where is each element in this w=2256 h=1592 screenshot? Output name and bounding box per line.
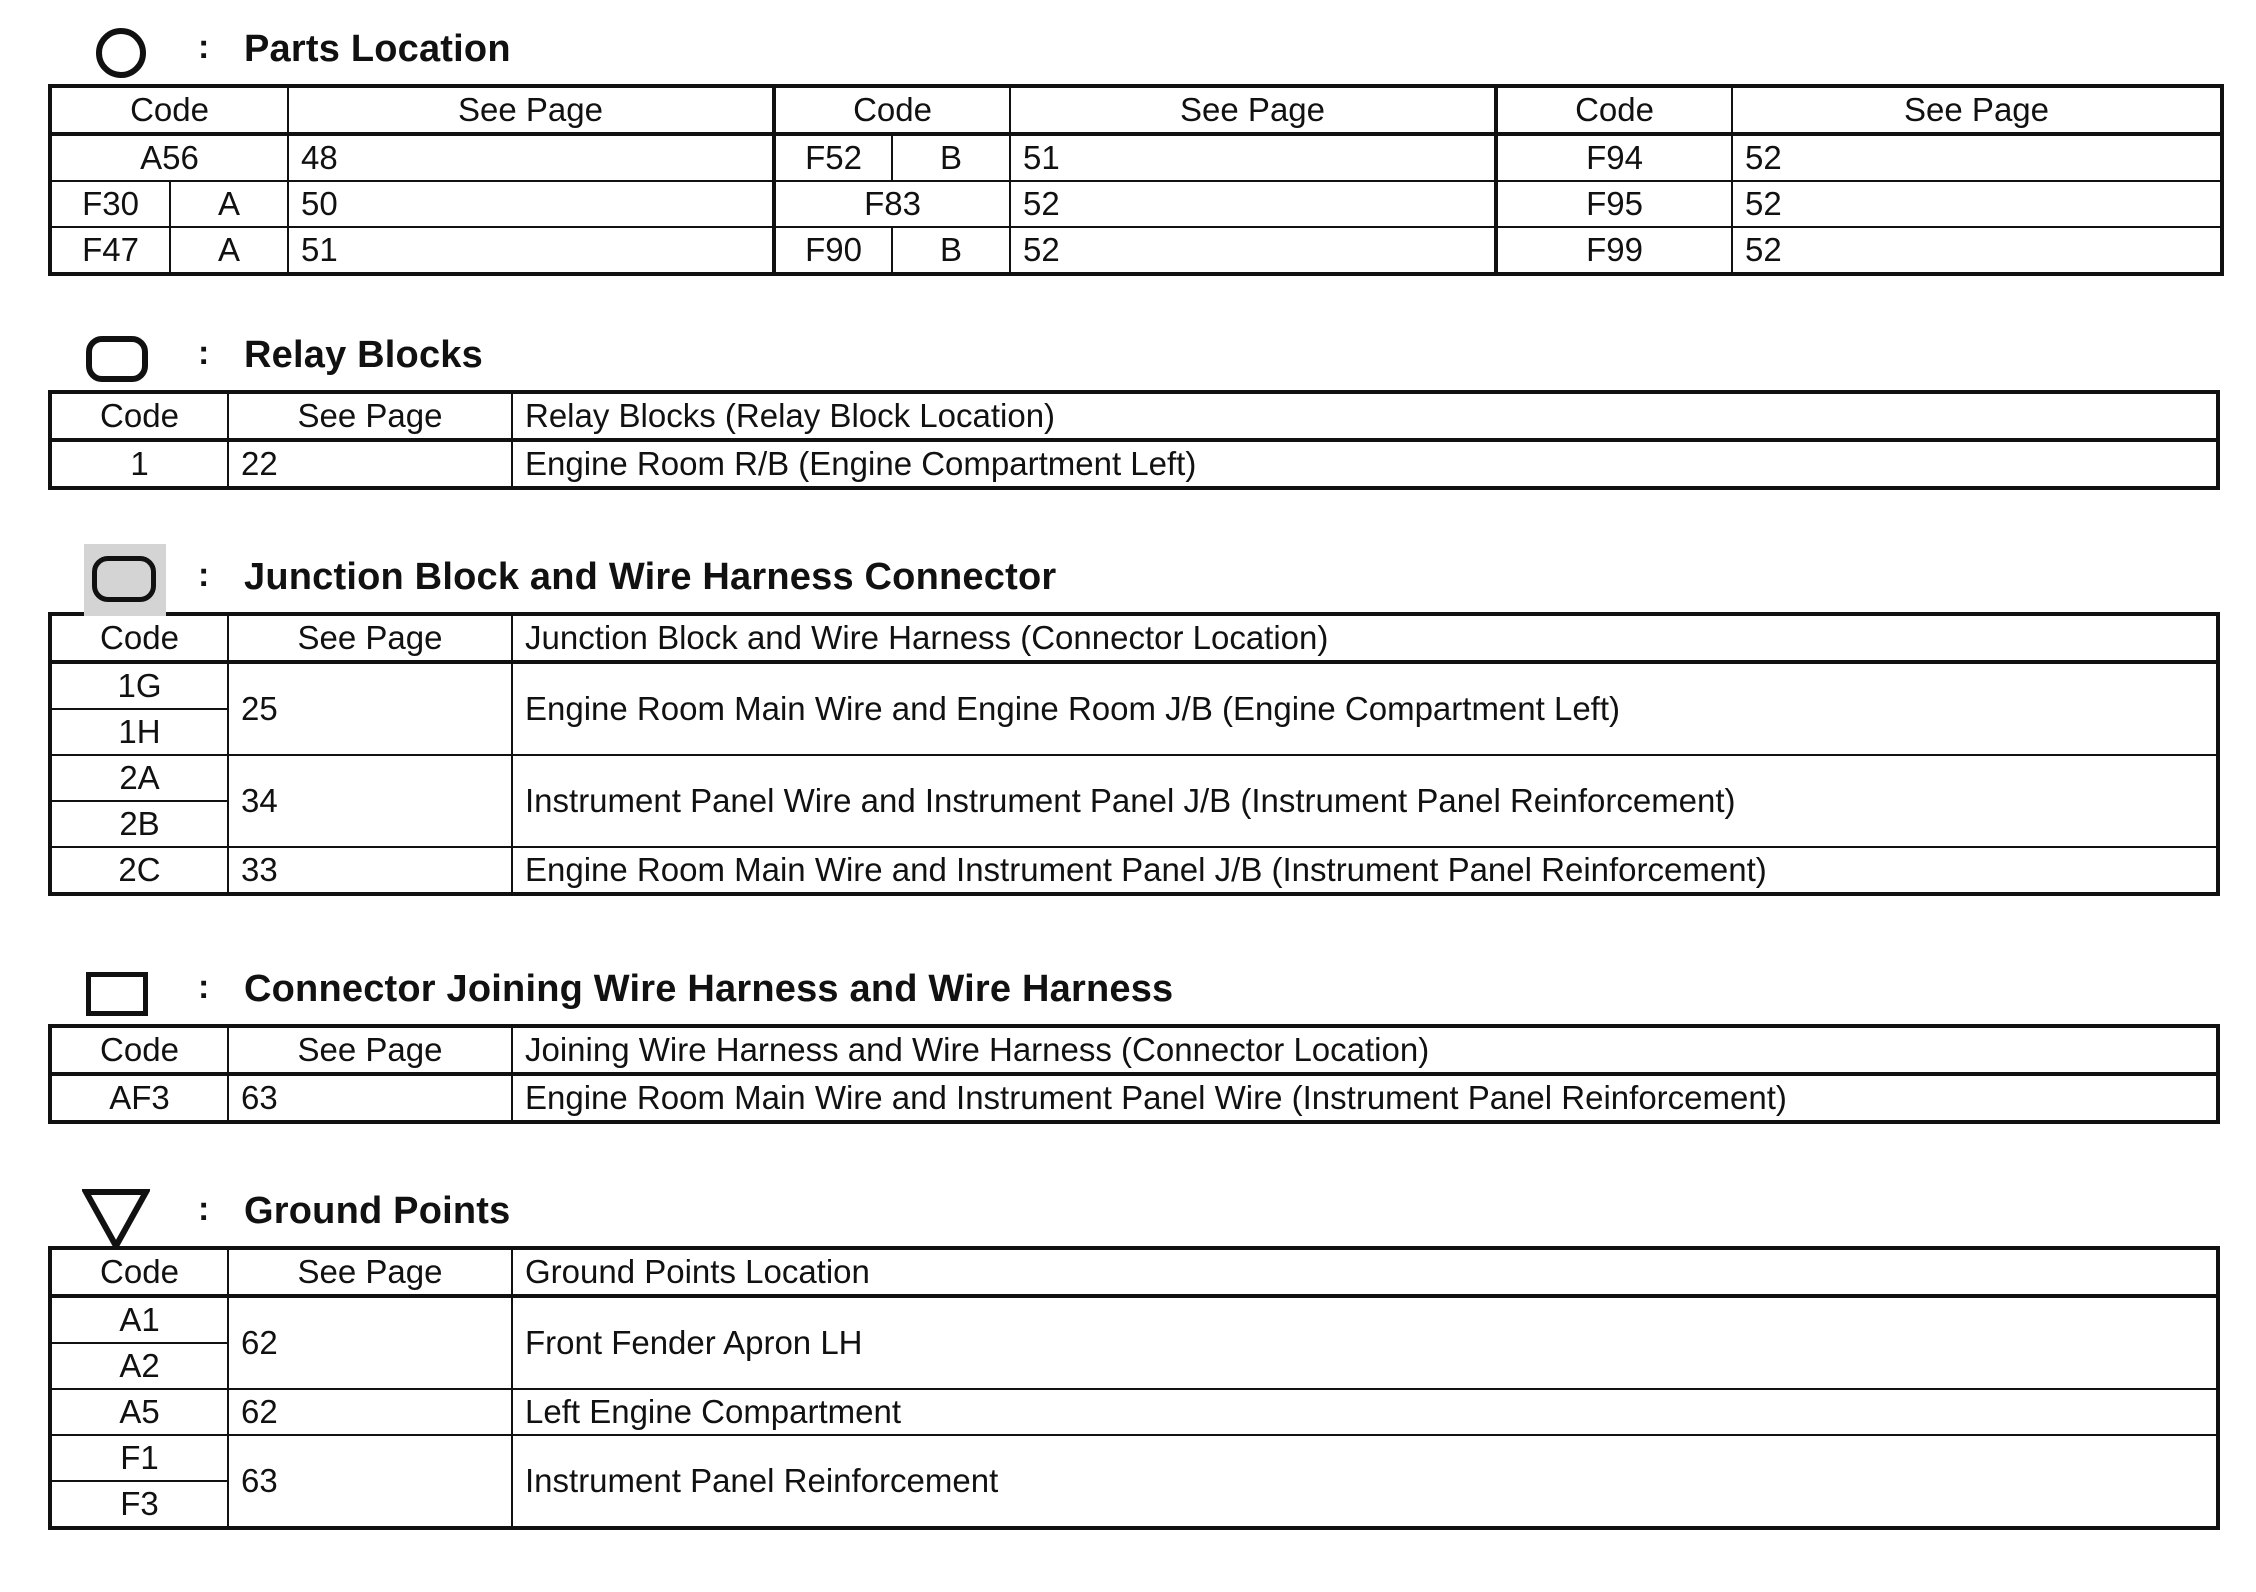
section-header <box>48 548 2220 612</box>
code-cell: 2A <box>50 755 228 801</box>
section-title: Connector Joining Wire Harness and Wire Harness <box>244 968 1174 1010</box>
section-colon: : <box>198 334 210 372</box>
table-header-row <box>50 86 2222 134</box>
part-page: 52 <box>1732 227 2222 274</box>
header-see-page: See Page <box>228 614 512 662</box>
page-cell: 25 <box>228 662 512 755</box>
connector-joining-section <box>48 960 2220 1124</box>
table-row <box>50 1389 2218 1435</box>
relay-blocks-section <box>48 326 2220 490</box>
table-row <box>50 847 2218 894</box>
part-page: 48 <box>288 134 774 181</box>
header-see-page: See Page <box>228 1026 512 1074</box>
ground-points-table <box>48 1246 2220 1530</box>
parts-location-section <box>48 20 2220 276</box>
section-header <box>48 326 2220 390</box>
header-code: Code <box>50 1248 228 1296</box>
page-cell: 62 <box>228 1389 512 1435</box>
table-header-row <box>50 1026 2218 1074</box>
rectangle-icon <box>86 972 148 1016</box>
part-code: F52 <box>774 134 892 181</box>
description-cell: Engine Room R/B (Engine Compartment Left) <box>512 440 2218 488</box>
header-code: Code <box>1496 86 1732 134</box>
section-colon: : <box>198 968 210 1006</box>
part-code: A56 <box>50 134 288 181</box>
page-cell: 33 <box>228 847 512 894</box>
part-sub-code: B <box>892 227 1010 274</box>
description-cell: Engine Room Main Wire and Engine Room J/B (Engine Compartment Left) <box>512 662 2218 755</box>
code-cell: AF3 <box>50 1074 228 1122</box>
code-cell: F1 <box>50 1435 228 1481</box>
section-header <box>48 20 2220 84</box>
section-title: Parts Location <box>244 28 511 70</box>
header-see-page: See Page <box>1732 86 2222 134</box>
code-cell: 1G <box>50 662 228 709</box>
part-sub-code: A <box>170 181 288 227</box>
description-cell: Instrument Panel Reinforcement <box>512 1435 2218 1528</box>
header-code: Code <box>774 86 1010 134</box>
table-row <box>50 181 2222 227</box>
section-header <box>48 960 2220 1024</box>
code-cell: A2 <box>50 1343 228 1389</box>
section-title: Ground Points <box>244 1190 511 1232</box>
table-header-row <box>50 392 2218 440</box>
section-title: Relay Blocks <box>244 334 483 376</box>
table-row <box>50 1435 2218 1481</box>
part-page: 52 <box>1010 227 1496 274</box>
part-page: 52 <box>1010 181 1496 227</box>
part-code: F83 <box>774 181 1010 227</box>
header-description: Relay Blocks (Relay Block Location) <box>512 392 2218 440</box>
section-header <box>48 1182 2220 1246</box>
part-code: F47 <box>50 227 170 274</box>
code-cell: 1 <box>50 440 228 488</box>
header-code: Code <box>50 614 228 662</box>
header-code: Code <box>50 392 228 440</box>
code-cell: A1 <box>50 1296 228 1343</box>
code-cell: A5 <box>50 1389 228 1435</box>
header-code: Code <box>50 86 288 134</box>
part-code: F95 <box>1496 181 1732 227</box>
section-colon: : <box>198 556 210 594</box>
table-row <box>50 1296 2218 1343</box>
code-cell: 2C <box>50 847 228 894</box>
relay-blocks-table <box>48 390 2220 490</box>
parts-location-table <box>48 84 2224 276</box>
junction-block-table <box>48 612 2220 896</box>
header-description: Junction Block and Wire Harness (Connector Location) <box>512 614 2218 662</box>
part-code: F30 <box>50 181 170 227</box>
table-row <box>50 134 2222 181</box>
table-row <box>50 755 2218 801</box>
part-page: 52 <box>1732 181 2222 227</box>
page-cell: 22 <box>228 440 512 488</box>
table-row <box>50 662 2218 709</box>
part-page: 51 <box>288 227 774 274</box>
part-sub-code: B <box>892 134 1010 181</box>
header-see-page: See Page <box>228 1248 512 1296</box>
circle-icon <box>96 28 146 78</box>
header-description: Ground Points Location <box>512 1248 2218 1296</box>
table-header-row <box>50 614 2218 662</box>
junction-block-section <box>48 548 2220 896</box>
part-page: 50 <box>288 181 774 227</box>
description-cell: Engine Room Main Wire and Instrument Panel Wire (Instrument Panel Reinforcement) <box>512 1074 2218 1122</box>
part-sub-code: A <box>170 227 288 274</box>
table-row <box>50 440 2218 488</box>
page-cell: 63 <box>228 1435 512 1528</box>
table-header-row <box>50 1248 2218 1296</box>
header-see-page: See Page <box>288 86 774 134</box>
code-cell: 1H <box>50 709 228 755</box>
part-code: F90 <box>774 227 892 274</box>
code-cell: 2B <box>50 801 228 847</box>
part-code: F99 <box>1496 227 1732 274</box>
shaded-rounded-box-icon <box>84 544 166 616</box>
connector-joining-table <box>48 1024 2220 1124</box>
header-description: Joining Wire Harness and Wire Harness (Connector Location) <box>512 1026 2218 1074</box>
description-cell: Instrument Panel Wire and Instrument Panel J/B (Instrument Panel Reinforcement) <box>512 755 2218 847</box>
description-cell: Front Fender Apron LH <box>512 1296 2218 1389</box>
part-page: 51 <box>1010 134 1496 181</box>
header-code: Code <box>50 1026 228 1074</box>
header-see-page: See Page <box>228 392 512 440</box>
description-cell: Engine Room Main Wire and Instrument Panel J/B (Instrument Panel Reinforcement) <box>512 847 2218 894</box>
code-cell: F3 <box>50 1481 228 1528</box>
rounded-box-icon <box>86 336 148 382</box>
ground-points-section <box>48 1182 2220 1530</box>
table-row <box>50 1074 2218 1122</box>
section-colon: : <box>198 28 210 66</box>
header-see-page: See Page <box>1010 86 1496 134</box>
section-colon: : <box>198 1190 210 1228</box>
page-cell: 63 <box>228 1074 512 1122</box>
section-title: Junction Block and Wire Harness Connector <box>244 556 1057 598</box>
table-row <box>50 227 2222 274</box>
page-cell: 62 <box>228 1296 512 1389</box>
page-cell: 34 <box>228 755 512 847</box>
triangle-down-icon <box>82 1188 150 1250</box>
description-cell: Left Engine Compartment <box>512 1389 2218 1435</box>
part-code: F94 <box>1496 134 1732 181</box>
part-page: 52 <box>1732 134 2222 181</box>
